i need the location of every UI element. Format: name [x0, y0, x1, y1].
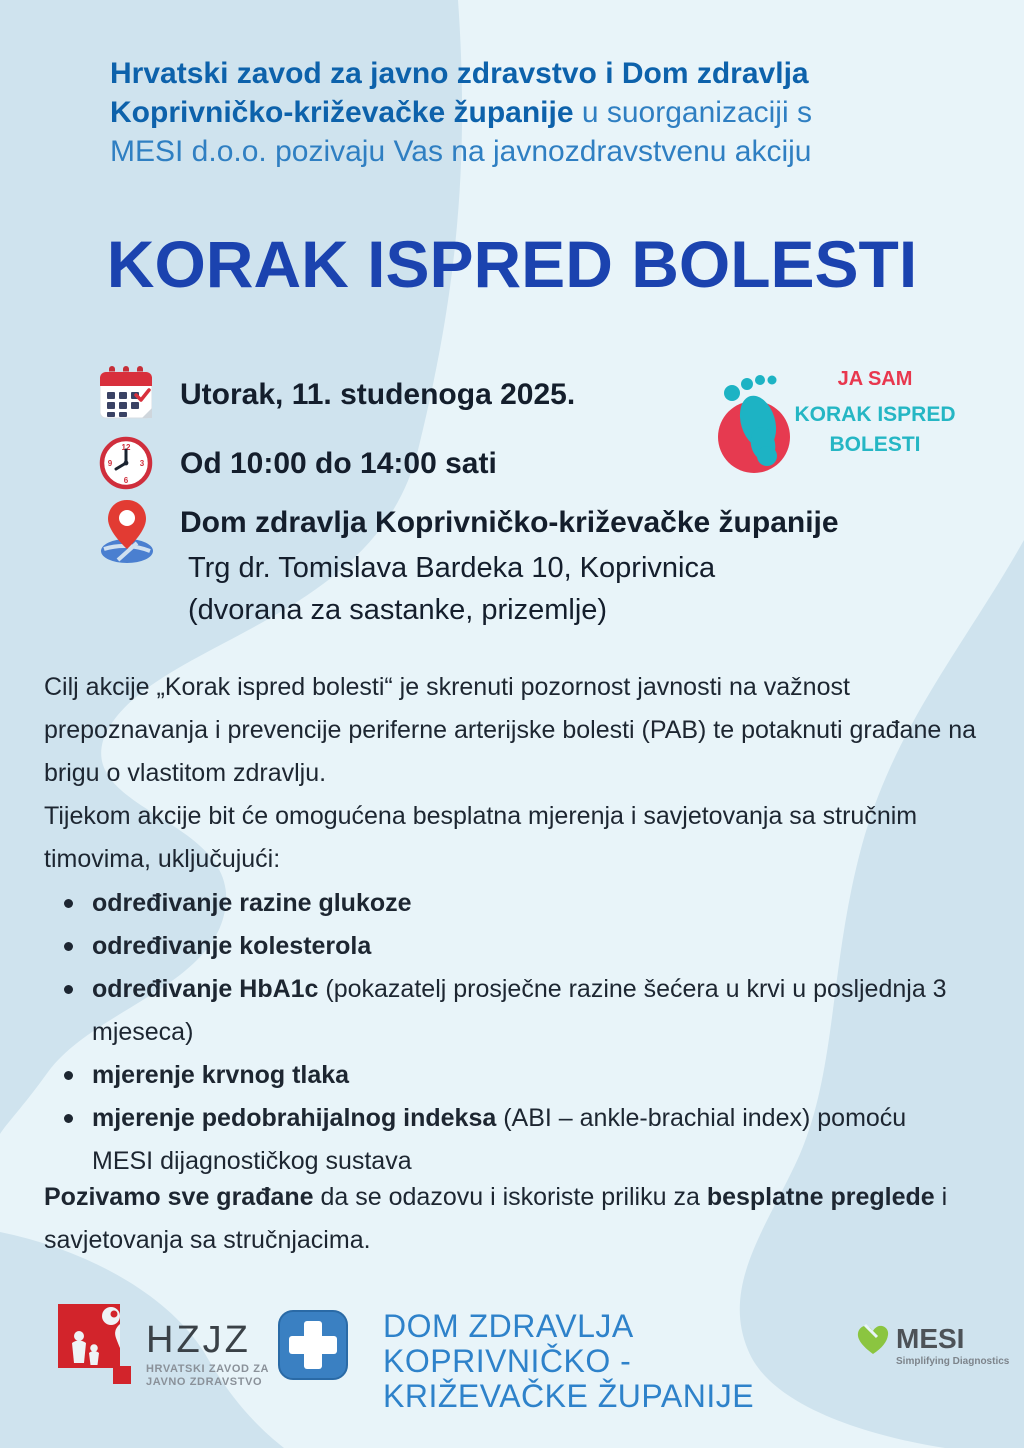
header-bold-line2: Koprivničko-križevačke županije	[110, 96, 574, 129]
closing-bold-1: Pozivamo sve građane	[44, 1183, 314, 1211]
list-item-bold: određivanje razine glukoze	[92, 889, 412, 917]
campaign-logo-line1: JA SAM	[837, 368, 913, 390]
list-item-bold: određivanje HbA1c	[92, 975, 319, 1003]
dom-zdravlja-line1: DOM ZDRAVLJA KOPRIVNIČKO -	[383, 1308, 632, 1379]
closing-bold-2: besplatne preglede	[706, 1183, 935, 1211]
hzjz-logo-text	[146, 1320, 269, 1389]
campaign-logo-line2: KORAK ISPRED	[794, 403, 956, 426]
dom-zdravlja-line2: KRIŽEVAČKE ŽUPANIJE	[383, 1378, 755, 1414]
header-invitation-text	[110, 54, 950, 171]
closing-paragraph	[44, 1176, 982, 1262]
header-regular-line3: MESI d.o.o. pozivaju Vas na javnozdravstvenu akciju	[110, 135, 812, 168]
hzjz-acronym: HZJZ	[146, 1319, 251, 1361]
mesi-name: MESI	[896, 1323, 965, 1354]
campaign-logo-line3: BOLESTI	[829, 433, 921, 456]
medical-cross-icon	[278, 1310, 348, 1380]
body-paragraph-1: Cilj akcije „Korak ispred bolesti“ je skrenuti pozornost javnosti na važnost prepoznavanja i prevencije periferne arterijske bolesti (PAB) te potaknuti građane na brigu o vlastitom zdravlju.	[44, 673, 977, 787]
header-bold-line1: Hrvatski zavod za javno zdravstvo i Dom zdravlja	[110, 57, 809, 90]
list-item-bold: mjerenje krvnog tlaka	[92, 1061, 350, 1089]
dom-zdravlja-logo-text	[383, 1309, 813, 1414]
event-venue: Dom zdravlja Koprivničko-križevačke županije	[180, 506, 839, 539]
list-item	[62, 882, 964, 925]
calendar-icon	[100, 366, 156, 422]
event-room: (dvorana za sastanke, prizemlje)	[188, 594, 608, 626]
svg-text:6: 6	[123, 476, 129, 485]
clock-icon	[99, 436, 155, 490]
mesi-logo-text	[896, 1324, 1009, 1367]
header-regular-line2: u suorganizaciji s	[573, 96, 812, 129]
closing-middle: da se odazovu i iskoriste priliku za	[313, 1183, 707, 1211]
mesi-heart-icon	[856, 1324, 890, 1356]
list-item	[62, 968, 964, 1054]
campaign-logo-text	[780, 368, 970, 460]
list-item	[62, 1054, 964, 1097]
map-pin-icon	[97, 498, 159, 564]
body-paragraph-2: Tijekom akcije bit će omogućena besplatna mjerenja i savjetovanja sa stručnim timovima, uključujući:	[44, 802, 918, 873]
event-date: Utorak, 11. studenoga 2025.	[180, 378, 576, 411]
svg-text:9: 9	[107, 459, 113, 468]
event-time: Od 10:00 do 14:00 sati	[180, 447, 497, 480]
hzjz-subtitle-line1: HRVATSKI ZAVOD ZA	[146, 1363, 270, 1375]
svg-text:3: 3	[139, 459, 145, 468]
list-item-bold: mjerenje pedobrahijalnog indeksa	[92, 1104, 497, 1132]
hzjz-logo-icon	[58, 1304, 134, 1386]
list-item	[62, 1097, 964, 1183]
services-list	[62, 882, 964, 1183]
list-item-rest: (ABI – ankle-brachial index) pomoću MESI dijagnostičkog sustava	[92, 1104, 907, 1175]
mesi-tagline: Simplifying Diagnostics	[896, 1356, 1010, 1367]
closing-end: i savjetovanja sa stručnjacima.	[44, 1183, 948, 1254]
event-address: Trg dr. Tomislava Bardeka 10, Koprivnica	[188, 552, 716, 584]
list-item	[62, 925, 964, 968]
list-item-bold: određivanje kolesterola	[92, 932, 372, 960]
list-item-rest: (pokazatelj prosječne razine šećera u krvi u posljednja 3 mjeseca)	[92, 975, 947, 1046]
svg-text:12: 12	[121, 443, 131, 452]
hzjz-subtitle-line2: JAVNO ZDRAVSTVO	[146, 1376, 263, 1388]
hzjz-subtitle	[146, 1363, 269, 1389]
page-title: KORAK ISPRED BOLESTI	[106, 227, 918, 301]
